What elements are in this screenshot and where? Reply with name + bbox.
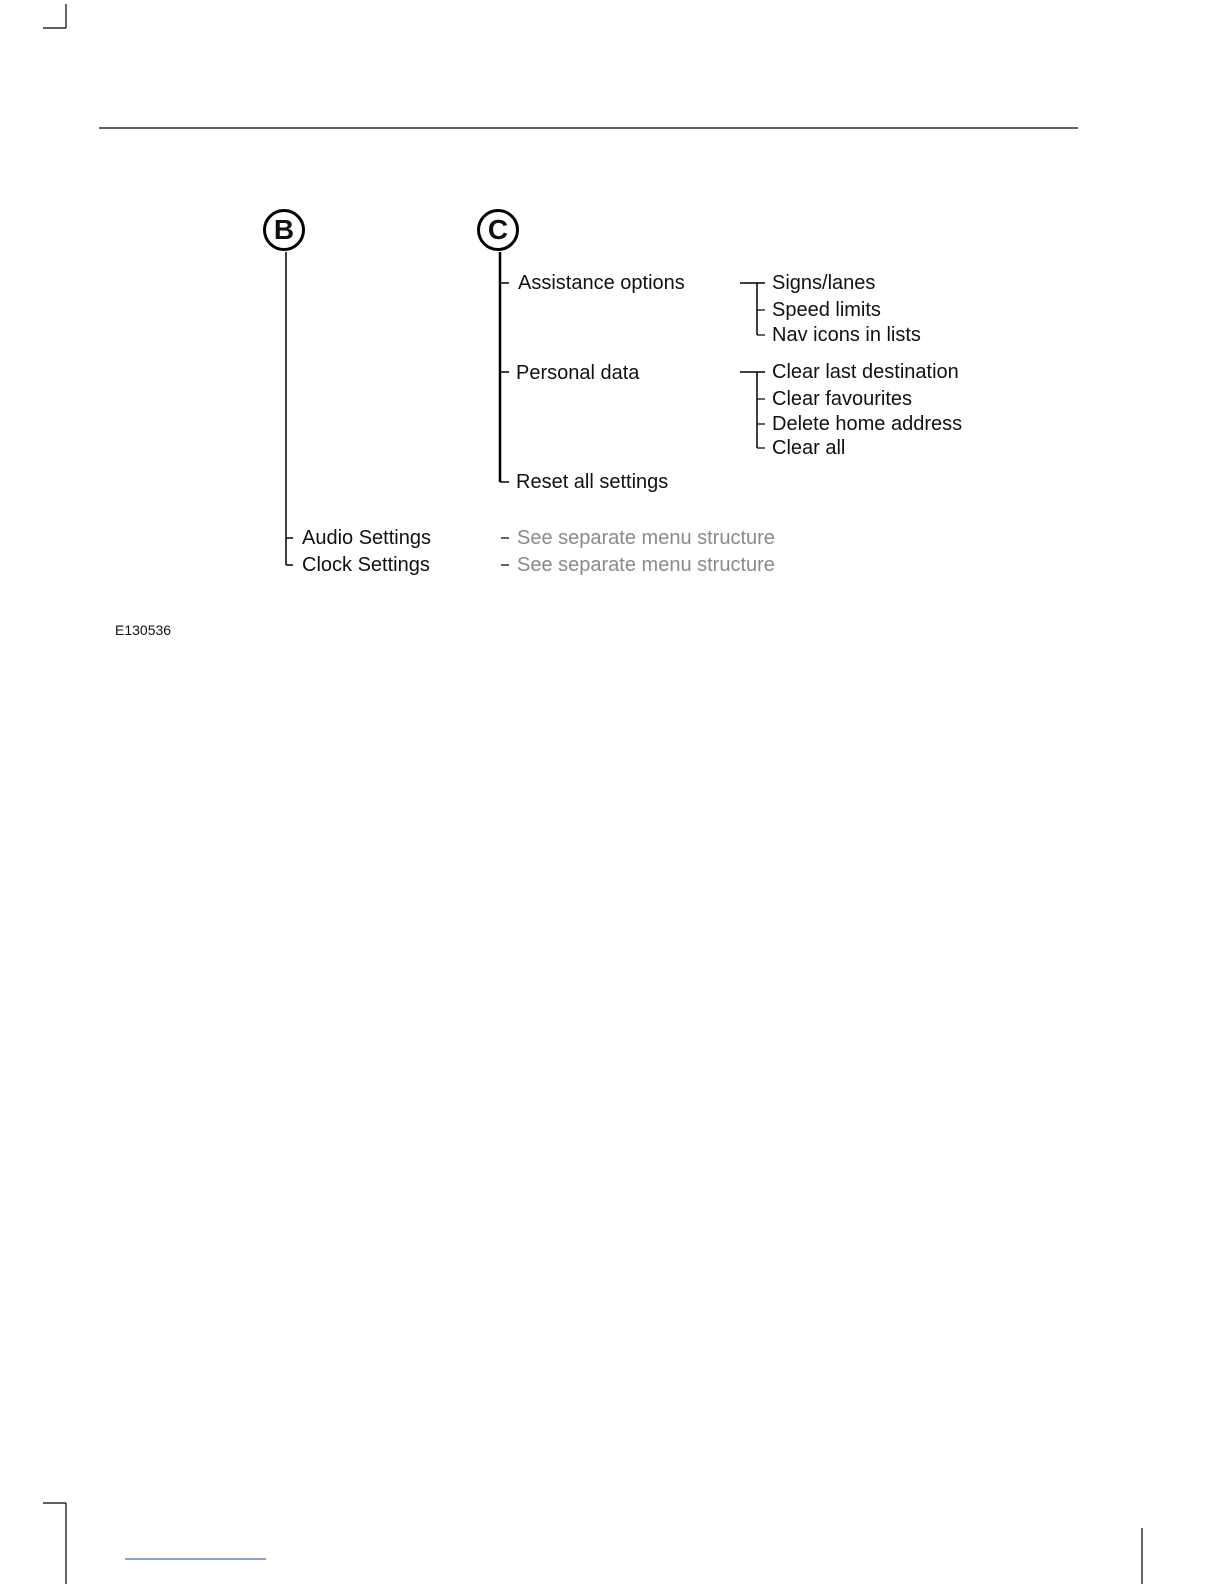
menu-signs-lanes: Signs/lanes xyxy=(772,272,876,294)
menu-clear-last-destination: Clear last destination xyxy=(772,361,959,383)
menu-audio-settings: Audio Settings xyxy=(302,527,431,549)
menu-speed-limits: Speed limits xyxy=(772,299,881,321)
menu-personal-data: Personal data xyxy=(516,362,640,384)
menu-reset-all-settings: Reset all settings xyxy=(516,471,669,493)
note-clock-separate-structure: See separate menu structure xyxy=(517,554,775,576)
menu-assistance-options: Assistance options xyxy=(518,272,685,294)
marker-c: C xyxy=(477,209,519,251)
note-audio-separate-structure: See separate menu structure xyxy=(517,527,775,549)
marker-b: B xyxy=(263,209,305,251)
menu-delete-home-address: Delete home address xyxy=(772,413,963,435)
menu-clock-settings: Clock Settings xyxy=(302,554,430,576)
figure-code: E130536 xyxy=(115,622,172,638)
menu-nav-icons-in-lists: Nav icons in lists xyxy=(772,324,921,346)
menu-clear-favourites: Clear favourites xyxy=(772,388,913,410)
menu-clear-all: Clear all xyxy=(772,437,846,459)
